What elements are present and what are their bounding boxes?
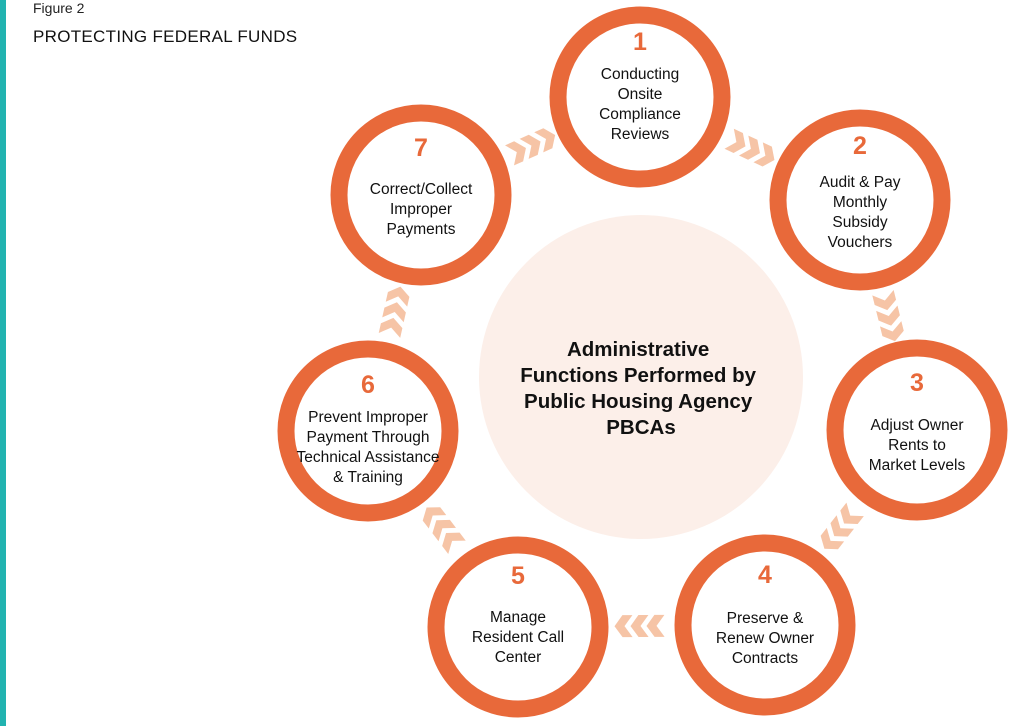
step-number: 7 [414, 134, 428, 162]
step-number: 2 [853, 132, 867, 160]
figure-label: Figure 2 [33, 0, 85, 16]
chevron-arrow-icon [646, 615, 664, 637]
step-number: 4 [758, 561, 772, 589]
step-node-2 [778, 118, 942, 282]
chevron-arrow-icon [872, 290, 898, 313]
step-label-line: Correct/Collect [369, 181, 473, 198]
step-label-line: Payments [386, 221, 456, 238]
step-label-line: Reviews [610, 126, 670, 143]
step-node-7 [339, 113, 503, 277]
step-label-line: Payment Through [306, 429, 430, 446]
step-number: 1 [633, 28, 647, 56]
step-label-line: Market Levels [868, 457, 966, 474]
center-line-2: Functions Performed by [520, 364, 757, 387]
step-label-line: Improper [389, 201, 453, 218]
step-label-line: Compliance [599, 106, 681, 123]
chevron-arrow-icon [630, 615, 648, 637]
step-node-6 [286, 349, 450, 513]
step-label-line: Subsidy [832, 214, 888, 231]
step-label-line: & Training [333, 469, 403, 486]
step-label-line: Center [494, 649, 542, 666]
step-label-line: Prevent Improper [308, 409, 428, 426]
center-line-1: Administrative [566, 338, 710, 361]
step-number: 3 [910, 369, 924, 397]
chevron-arrow-icon [386, 284, 411, 306]
chevron-arrow-icon [382, 300, 407, 322]
step-label-line: Adjust Owner [870, 417, 964, 434]
step-label-line: Preserve & [726, 610, 804, 627]
step-label-line: Vouchers [827, 234, 893, 251]
step-label-line: Monthly [832, 194, 888, 211]
figure-title: PROTECTING FEDERAL FUNDS [33, 27, 298, 46]
step-number: 6 [361, 371, 375, 399]
chevron-arrow-icon [880, 321, 906, 344]
step-label-line: Rents to [888, 437, 946, 454]
step-node-4 [683, 543, 847, 707]
step-label-line: Contracts [731, 650, 799, 667]
chevron-arrow-icon [379, 315, 404, 337]
step-number: 5 [511, 562, 525, 590]
step-node-5 [436, 545, 600, 709]
step-label-line: Renew Owner [715, 630, 815, 647]
center-hub [479, 215, 803, 539]
center-line-3: Public Housing Agency [524, 390, 753, 413]
center-line-4: PBCAs [606, 416, 676, 439]
step-node-3 [835, 348, 999, 512]
step-label-line: Conducting [600, 66, 680, 83]
step-label-line: Audit & Pay [819, 174, 901, 191]
step-label-line: Technical Assistance [296, 449, 440, 466]
step-label-line: Resident Call [471, 629, 565, 646]
chevron-arrow-icon [876, 306, 902, 329]
step-label-line: Onsite [617, 86, 663, 103]
step-label-line: Manage [489, 609, 547, 626]
chevron-arrow-icon [614, 615, 632, 637]
step-node-1 [558, 15, 722, 179]
